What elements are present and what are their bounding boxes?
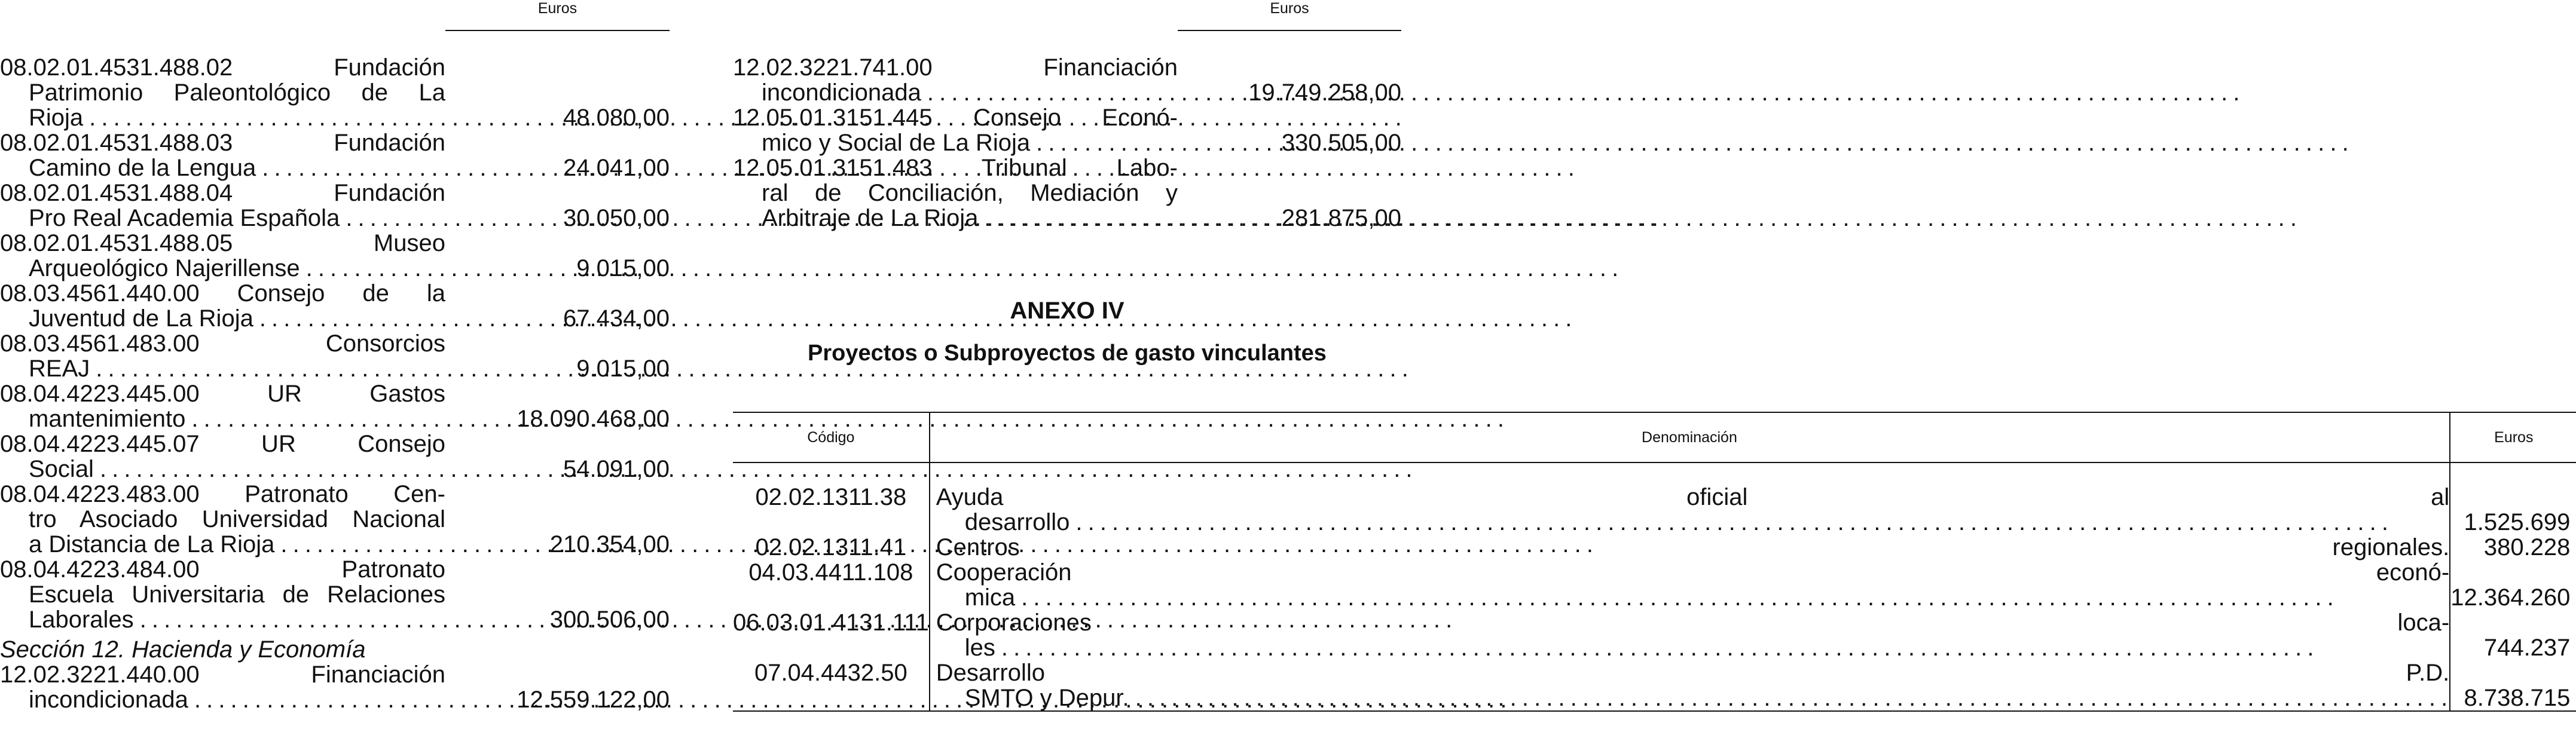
budget-entry <box>0 130 670 180</box>
budget-entry-list <box>733 55 1401 231</box>
cell-euros: 12.364.260 <box>2450 560 2576 610</box>
table-row <box>733 535 2576 560</box>
annex-title: ANEXO IV <box>1010 298 1124 324</box>
cell-denominacion <box>930 560 2450 610</box>
entry-last-line <box>0 687 445 712</box>
entry-amount: 67.434,00 <box>563 305 670 332</box>
entry-last-line <box>0 356 445 381</box>
entry-amount: 30.050,00 <box>563 205 670 231</box>
entry-last-text: mico y Social de La Rioja <box>762 130 1031 156</box>
table-row <box>733 462 2576 535</box>
entry-description <box>0 281 445 331</box>
cell-denominacion <box>930 462 2450 535</box>
budget-entry <box>0 431 670 482</box>
denominacion-continuation <box>936 585 2450 610</box>
entry-last-text: Arbitraje de La Rioja <box>762 205 979 231</box>
entry-description <box>0 130 445 180</box>
entry-code-line: 08.03.4561.483.00 Consorcios <box>0 330 445 357</box>
entry-last-text: Rioja <box>29 105 84 131</box>
entry-amount: 18.090.468,00 <box>517 406 670 432</box>
entry-description <box>0 331 445 381</box>
entry-amount: 281.875,00 <box>1281 205 1401 231</box>
entry-last-line <box>0 256 445 281</box>
cell-code: 02.02.1311.38 <box>755 484 907 510</box>
entry-description <box>0 482 445 557</box>
entry-last-line <box>0 105 445 130</box>
dot-leader <box>927 80 2239 105</box>
cell-euros: 8.738.715 <box>2450 660 2576 711</box>
table-row <box>733 560 2576 610</box>
entry-description <box>0 55 445 130</box>
entry-code-line: 08.02.01.4531.488.02 Fundación <box>0 54 445 81</box>
dot-leader <box>1075 510 2447 535</box>
annex-subtitle: Proyectos o Subproyectos de gasto vinculantes <box>808 341 1327 366</box>
cell-code: 06.03.01.4131.111 <box>733 609 929 636</box>
entry-last-line <box>733 206 1178 231</box>
budget-entry <box>0 231 670 281</box>
entry-last-line <box>733 130 1178 155</box>
entry-amount: 24.041,00 <box>563 155 670 181</box>
entry-last-text: Pro Real Academia Española <box>29 205 340 231</box>
header-codigo: Código <box>733 412 930 462</box>
budget-entry-list <box>0 55 670 712</box>
entry-last-text: mantenimiento <box>29 406 186 432</box>
budget-entry <box>0 180 670 231</box>
entry-code-line: 08.02.01.4531.488.03 Fundación <box>0 130 445 156</box>
entry-amount: 19.749.258,00 <box>1248 79 1401 106</box>
denominacion-continuation <box>936 510 2450 535</box>
budget-entry <box>0 55 670 130</box>
euros-column-header: Euros <box>1270 0 1309 17</box>
cell-euros: 380.228 <box>2450 535 2576 560</box>
denominacion-last-text: les <box>964 635 995 661</box>
entry-last-text: Arqueológico Najerillense <box>29 255 300 281</box>
entry-description <box>0 231 445 281</box>
entry-amount: 12.559.122,00 <box>517 687 670 713</box>
denominacion-continuation <box>936 635 2450 660</box>
table-header-row <box>733 412 2576 462</box>
cell-denominacion <box>930 660 2450 711</box>
denominacion-last-text: SMTO y Depur. <box>964 685 1129 711</box>
entry-description <box>0 662 445 712</box>
entry-continuation-line: tro Asociado Universidad Nacional <box>29 506 445 532</box>
entry-last-text: Laborales <box>29 607 134 633</box>
budget-entry <box>0 331 670 381</box>
dot-leader <box>1001 635 2447 660</box>
entry-last-line <box>0 306 445 331</box>
denominacion-last-text: mica <box>964 584 1016 611</box>
entry-continuation-line: Escuela Universitaria de Relaciones <box>29 581 445 608</box>
entry-code-line: 08.04.4223.445.07 UR Consejo <box>0 431 445 457</box>
budget-entry <box>0 662 670 712</box>
cell-euros: 744.237 <box>2450 610 2576 660</box>
budget-entry <box>0 482 670 557</box>
annex-table <box>733 412 2576 712</box>
budget-entry <box>0 281 670 331</box>
dot-leader <box>1135 685 2447 710</box>
entry-description <box>0 180 445 231</box>
dot-leader <box>1021 585 2447 610</box>
cell-euros: 1.525.699 <box>2450 462 2576 535</box>
denominacion-last-text: desarrollo <box>964 509 1070 535</box>
cell-code: 04.03.4411.108 <box>748 559 913 586</box>
header-euros: Euros <box>2450 412 2576 462</box>
header-rule <box>445 30 670 31</box>
entry-last-text: incondicionada <box>762 79 921 106</box>
denominacion-line: Desarrollo P.D. <box>936 660 2450 686</box>
denominacion-line: Corporaciones loca- <box>936 609 2450 636</box>
entry-amount: 300.506,00 <box>549 607 670 633</box>
entry-amount: 9.015,00 <box>576 356 670 382</box>
denominacion-line: Ayuda oficial al <box>936 484 2450 510</box>
entry-description <box>0 557 445 632</box>
table-row <box>733 610 2576 660</box>
entry-last-line <box>0 406 445 431</box>
entry-description <box>733 155 1178 231</box>
entry-description <box>733 55 1178 105</box>
entry-last-line <box>0 155 445 180</box>
budget-entry <box>733 105 1401 155</box>
header-denominacion: Denominación <box>930 412 2450 462</box>
table-row <box>733 660 2576 711</box>
entry-code-line: 12.05.01.3151.483 Tribunal Labo- <box>733 155 1178 181</box>
entry-continuation-line: ral de Conciliación, Mediación y <box>762 180 1178 206</box>
budget-entry <box>733 155 1401 231</box>
entry-code-line: 08.02.01.4531.488.04 Fundación <box>0 180 445 206</box>
entry-code-line: 12.02.3221.440.00 Financiación <box>0 661 445 688</box>
entry-code-line: 08.04.4223.445.00 UR Gastos <box>0 381 445 407</box>
euros-column-header: Euros <box>537 0 577 17</box>
entry-last-text: Juventud de La Rioja <box>29 305 253 332</box>
cell-code: 02.02.1311.41 <box>755 534 907 560</box>
header-rule <box>1178 30 1401 31</box>
denominacion-line: Centros regionales. <box>936 534 2450 560</box>
entry-last-text: Social <box>29 456 94 482</box>
entry-amount: 48.080,00 <box>563 105 670 131</box>
cell-code: 07.04.4432.50 <box>733 660 930 711</box>
entry-code-line: 08.04.4223.483.00 Patronato Cen- <box>0 481 445 507</box>
denominacion-continuation <box>936 685 2450 710</box>
entry-description <box>733 105 1178 155</box>
denominacion-line: Cooperación econó- <box>936 559 2450 586</box>
entry-description <box>0 381 445 431</box>
entry-last-line <box>0 532 445 557</box>
entry-code-line: 08.04.4223.484.00 Patronato <box>0 556 445 583</box>
budget-entry <box>733 55 1401 105</box>
entry-last-line <box>0 206 445 231</box>
entry-last-text: a Distancia de La Rioja <box>29 531 275 558</box>
entry-code-line: 08.03.4561.440.00 Consejo de la <box>0 280 445 307</box>
entry-last-line <box>0 457 445 482</box>
budget-entry <box>0 557 670 632</box>
entry-amount: 210.354,00 <box>549 531 670 558</box>
entry-code-line: 08.02.01.4531.488.05 Museo <box>0 230 445 256</box>
budget-entry <box>0 381 670 431</box>
cell-denominacion <box>930 610 2450 660</box>
entry-continuation-line: Patrimonio Paleontológico de La <box>29 79 445 106</box>
entry-amount: 54.091,00 <box>563 456 670 482</box>
entry-code-line: 12.02.3221.741.00 Financiación <box>733 54 1178 81</box>
entry-last-text: REAJ <box>29 356 90 382</box>
entry-last-line <box>0 607 445 632</box>
entry-amount: 9.015,00 <box>576 255 670 281</box>
cell-denominacion <box>930 535 2450 560</box>
entry-last-line <box>733 80 1178 105</box>
entry-amount: 330.505,00 <box>1281 130 1401 156</box>
section-heading: Sección 12. Hacienda y Economía <box>0 636 366 663</box>
entry-last-text: incondicionada <box>29 687 188 713</box>
entry-last-text: Camino de la Lengua <box>29 155 256 181</box>
entry-code-line: 12.05.01.3151.445 Consejo Econó- <box>733 105 1178 131</box>
entry-description <box>0 431 445 482</box>
